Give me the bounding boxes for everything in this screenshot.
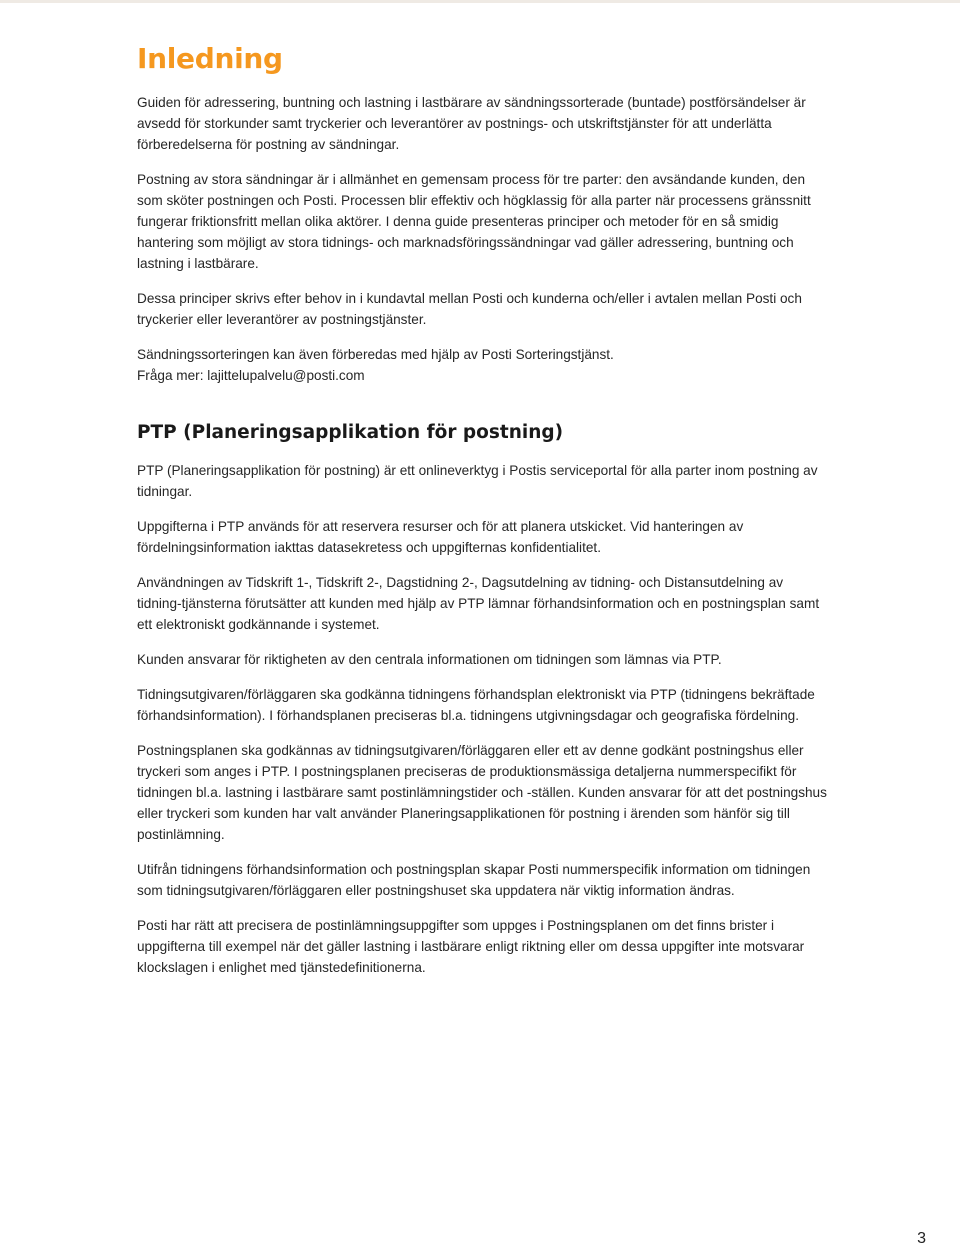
- ptp-paragraph-5: Tidningsutgivaren/förläggaren ska godkänna tidningens förhandsplan elektroniskt via PTP (tidningens bekräftade förhandsinformation). I förhandsplanen preciseras bl.a. tidningens utgivningsdagar och geografiska fördelning.: [137, 687, 815, 723]
- ptp-paragraph-2: Uppgifterna i PTP används för att reservera resurser och för att planera utskicket. Vid hanteringen av fördelningsinformation iakttas datasekretess och uppgifternas konfidentialitet.: [137, 519, 744, 555]
- contact-block: [137, 344, 827, 386]
- intro-paragraph-2: Postning av stora sändningar är i allmänhet en gemensam process för tre parter: den avsändande kunden, den som sköter postningen och Posti. Processen blir effektiv och högklassig för alla parter när processens gränssnitt fungerar friktionsfritt mellan olika aktörer. I denna guide presenteras principer och metoder för en så smidig hantering som möjligt av stora tidnings- och marknadsföringssändningar vad gäller adressering, buntning och lastning i lastbärare.: [137, 172, 811, 271]
- page-content: [137, 40, 827, 978]
- ptp-paragraph-7: Utifrån tidningens förhandsinformation och postningsplan skapar Posti nummerspecifik information om tidningen som tidningsutgivaren/förläggaren eller postningshuset ska uppdatera när viktig information ändras.: [137, 862, 811, 898]
- ptp-paragraph-3: Användningen av Tidskrift 1-, Tidskrift 2-, Dagstidning 2-, Dagsutdelning av tidning- och Distansutdelning av tidning-tjänsterna förutsätter att kunden med hjälp av PTP lämnar förhandsinformation och en postningsplan samt ett elektroniskt godkännande i systemet.: [137, 575, 820, 632]
- page-number: 3: [917, 1230, 926, 1247]
- ptp-section: [137, 420, 827, 978]
- ptp-paragraph-4: Kunden ansvarar för riktigheten av den centrala informationen om tidningen som lämnas via PTP.: [137, 652, 722, 667]
- intro-paragraph-1: Guiden för adressering, buntning och lastning i lastbärare av sändningssorterade (buntade) postförsändelser är avsedd för storkunder samt tryckerier och leverantörer av postnings- och utskriftstjänster för att underlätta förberedelserna för postning av sändningar.: [137, 95, 806, 152]
- ptp-paragraph-1: PTP (Planeringsapplikation för postning) är ett onlineverktyg i Postis serviceportal för alla parter inom postning av tidningar.: [137, 463, 818, 499]
- ptp-paragraph-6: Postningsplanen ska godkännas av tidningsutgivaren/förläggaren eller ett av denne godkänt postningshus eller tryckeri som anges i PTP. I postningsplanen preciseras de produktionsmässiga detaljerna nummerspecifikt för tidningen bl.a. lastning i lastbärare samt postinlämningstider och -ställen. Kunden ansvarar för att det postningshus eller tryckeri som kunden har valt använder Planeringsapplikationen för postning i ärenden som hänför sig till postinlämning.: [137, 743, 827, 842]
- ptp-heading: PTP (Planeringsapplikation för postning): [137, 422, 564, 443]
- intro-heading: Inledning: [137, 42, 283, 75]
- ptp-paragraph-8: Posti har rätt att precisera de postinlämningsuppgifter som uppges i Postningsplanen om det finns brister i uppgifterna till exempel när det gäller lastning i lastbärare enligt riktning eller om dessa uppgifter inte motsvarar klockslagen i enlighet med tjänstedefinitionerna.: [137, 918, 805, 975]
- contact-email-line: Fråga mer: lajittelupalvelu@posti.com: [137, 368, 365, 383]
- top-rule: [0, 0, 960, 3]
- intro-paragraph-3: Dessa principer skrivs efter behov in i kundavtal mellan Posti och kunderna och/eller i avtalen mellan Posti och tryckerier eller leverantörer av postningstjänster.: [137, 291, 802, 327]
- sorting-service-line: Sändningssorteringen kan även förberedas med hjälp av Posti Sorteringstjänst.: [137, 347, 614, 362]
